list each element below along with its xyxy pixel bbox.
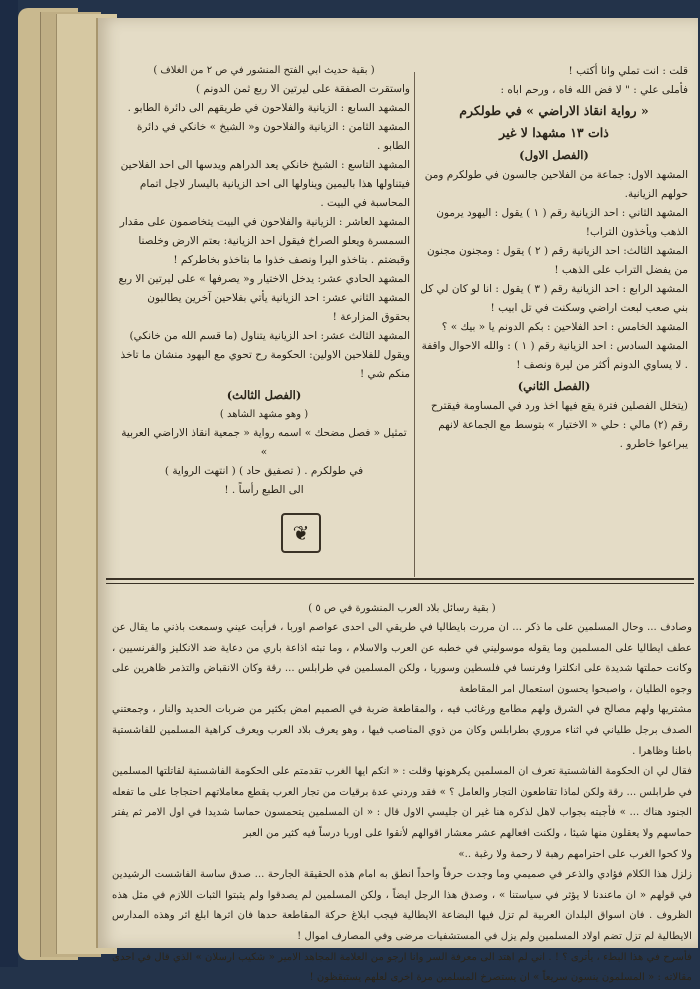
act1-title: (الفصل الاول): [519, 148, 589, 162]
play-column: [420, 62, 688, 454]
closing-line: تمثيل « فصل مضحك » اسمه رواية « جمعية انقاذ الاراضي العربية »: [121, 427, 407, 458]
play-title: « رواية انقاذ الاراضي » في طولكرم: [459, 103, 649, 118]
play-date: ذات ١٣ مشهدا لا غير: [499, 125, 609, 140]
article-paragraph: وصادف ... وحال المسلمين على ما ذكر ... ان مررت بايطاليا في طريقي الى احدى عواصم اوربا ، فرأيت عيني وسمعت باذني ما يقال عن عطف ايطاليا على المسلمين وما يقوله موسوليني في خطبه عن العرب والاسلام ، وما تبثه اذاعة باري من دعاية ضد الانكليز والفرنسيين ، وكانت حملتها شديدة على انكلترا وفرنسا في فلسطين وسوريا ، ولكن المسلمين في طرابلس ... رقة وكان الانقباض والتذمر ظاهرين على وجوه الطليان ، واصبحوا يحسون استعمال امر المقاطعة: [112, 622, 692, 695]
continuation-column: [118, 62, 410, 500]
closing-line: في طولكرم . ( تصفيق حاد ) ( انتهت الرواية ): [164, 465, 364, 477]
continuation-header: ( بقية حديث ابي الفتح المنشور في ص ٢ من الغلاف ): [153, 65, 375, 76]
article-paragraph: ولا كحوا الغرب على احترامهم رهبة لا رحمة ولا رغبة ..»: [458, 848, 692, 860]
article-header: ( بقية رسائل بلاد العرب المنشورة في ص ٥ ): [308, 603, 496, 614]
act3-title: (الفصل الثالث): [226, 388, 302, 402]
scene-paragraph: المشهد الخامس : احد الفلاحين : بكم الدونم يا « بيك » ؟: [441, 321, 688, 333]
scene-line: المشهد الحادي عشر: يدخل الاختيار و« يصرفها » على ليرتين الا ربع: [118, 273, 410, 285]
act2-text: (يتخلل الفصلين فترة يقع فيها اخذ ورد في المساومة فيقترح رقم (٢) مالي : حلي « الاختيار » بتوسط مع الجماعة لانهم يبراعوا خاطرو .: [431, 400, 688, 450]
scene-paragraph: المشهد الثاني : احد الزيانية رقم ( ١ ) يقول : اليهود يرمون الذهب ويأخذون التراب!: [436, 207, 688, 238]
scene-paragraph: المشهد الاول: جماعة من الفلاحين جالسون في طولكرم ومن حولهم الزيانية.: [424, 169, 688, 200]
intro-line: فأملى علي : " لا فض الله فاه ، ورحم اباه :: [500, 84, 688, 96]
scene-line: واستقرت الصفقة على ليرتين الا ربع ثمن الدونم ): [195, 83, 410, 95]
ornament-icon: ❦: [281, 513, 321, 553]
act3-note: ( وهو مشهد الشاهد ): [219, 409, 309, 420]
article-paragraph: زلزل هذا الكلام فؤادي والذعر في صميمي وما وجدت حرفاً واحداً انطق به امام هذه الحقيقة الجارحة ... صدق ساسة الفاشست الرشيدين في قولهم « ان ماعندنا لا يؤثر في سياستنا » ، وصدق هذا الرجل ايضاً ، ولكن المسلمين لم يصدقوا ولم يثبتوا الثبات اللازم في مثل هذه الظروف . فان اسواق البلدان العربية لم تزل فيها البضاعة الايطالية فيجب ابلاغ حركة المقاطعة حدها فان اثرها ابلغ اثر وهذه المدارس الايطالية لم تزل تضم اولاد المسلمين ولم يزل في المستشفيات مرضى وفي المصارف اموال !: [112, 869, 692, 942]
intro-line: قلت : انت تملي وانا أكتب !: [568, 65, 688, 77]
book-spine: [0, 0, 18, 967]
section-rule: [106, 578, 694, 580]
article-paragraph: مشتريها ولهم مصالح في الشرق ولهم مطامع ورغائب فيه ، والمقاطعة ضربة في الصميم امض بكثير من ضربات الحديد والنار ، وجمعتني الصدف برجل طلياني في اثناء مروري بطرابلس وكان من ذوي المناصب فيها ، وهو يعرف بلاد العرب ويعرف كراهية المسلمين للفاشستية باطنا وظاهرا .: [112, 704, 692, 757]
act2-title: (الفصل الثاني): [517, 379, 591, 393]
scene-paragraph: المشهد الثالث: احد الزيانية رقم ( ٢ ) يقول : ومجنون مجنون من يفضل التراب على الذهب !: [426, 245, 688, 276]
column-divider: [414, 72, 415, 577]
scene-line: المشهد الثالث عشر: احد الزيانية يتناول (ما قسم الله من خانكي) ويقول للفلاحين الاولين: الحكومة رح تحوي مع اليهود منشان ما تاخذ منكم شي !: [120, 330, 410, 380]
article-paragraph: فأسرح في هذا البطء ، يأترى ؟ ! . اني لم اهتد الى معرفة السر وانا ارجو من العلامة المجاهد الامير « شكيب ارسلان » الذي قال في احدى مقالاته : « المسلمون ينسون سريعاً » ان يستصرخ المسلمين مرة اخرى لعلهم يستيقظون !: [112, 951, 692, 984]
scene-line: المشهد التاسع : الشيخ خانكي يعد الدراهم ويدسها الى احد الفلاحين فيتناولها هذا باليمين ويناولها الى احد الزيانية باليسار لاجل اتمام المحاسبة في البيت .: [120, 159, 410, 209]
closing-line: الى الطبع رأساً . !: [224, 484, 304, 496]
scene-line: المشهد الثاني عشر: احد الزيانية يأتي بفلاحين آخرين يطالبون بحقوق المزارعة !: [147, 292, 410, 323]
scene-paragraph: المشهد الرابع : احد الزيانية رقم ( ٣ ) يقول : انا لو كان لي كل بني صعب لبعت اراضي وسكنت في تل ابيب !: [420, 283, 688, 314]
scene-paragraph: المشهد السادس : احد الزيانية رقم ( ١ ) : والله الاحوال واقفة . لا يساوي الدونم أكثر من ليرة ونصف !: [421, 340, 688, 371]
magazine-page: [96, 18, 698, 984]
section-rule-thin: [106, 583, 694, 584]
scene-line: المشهد الثامن : الزيانية والفلاحون و« الشيخ » خانكي في دائرة الطابو .: [136, 121, 410, 152]
article-paragraph: فقال لي ان الحكومة الفاشستية تعرف ان المسلمين يكرهونها وقلت : « انكم ايها الغرب تقدمتم على الحكومة الفاشستية لقاتلتها المسلمين في طرابلس ... رقة ولكن لماذا تقاطعون التجار والعامل ؟ » فقد وردني عدة برقيات من تجار العرب يقطع معاملاتهم احتجاجا على ما تفعله الجنود هناك ... » فأجبته بجواب لاهل لذكره هنا غير ان جليسي الاول قال : « ان المسلمين يتحمسون حماسا شديدا في اول الامر ثم يفتر حماسهم ولا يعقلون منها شيئا ، ولكنت افعالهم عشر معشار اقوالهم لأنقوا على اوربا درساً فيه كثير من العبر: [112, 766, 692, 839]
scene-line: المشهد السابع : الزيانية والفلاحون في طريقهم الى دائرة الطابو .: [127, 102, 410, 114]
article-body: [112, 600, 692, 989]
scene-line: المشهد العاشر : الزيانية والفلاحون في البيت يتخاصمون على مقدار السمسرة ويعلو الصراخ فيقول احد الزيانية: بعتم الارض وخلصنا وقبضتم . بتاخذو اليرا ونصف خذوا ما بتاخذو بخاطركم !: [119, 216, 410, 266]
